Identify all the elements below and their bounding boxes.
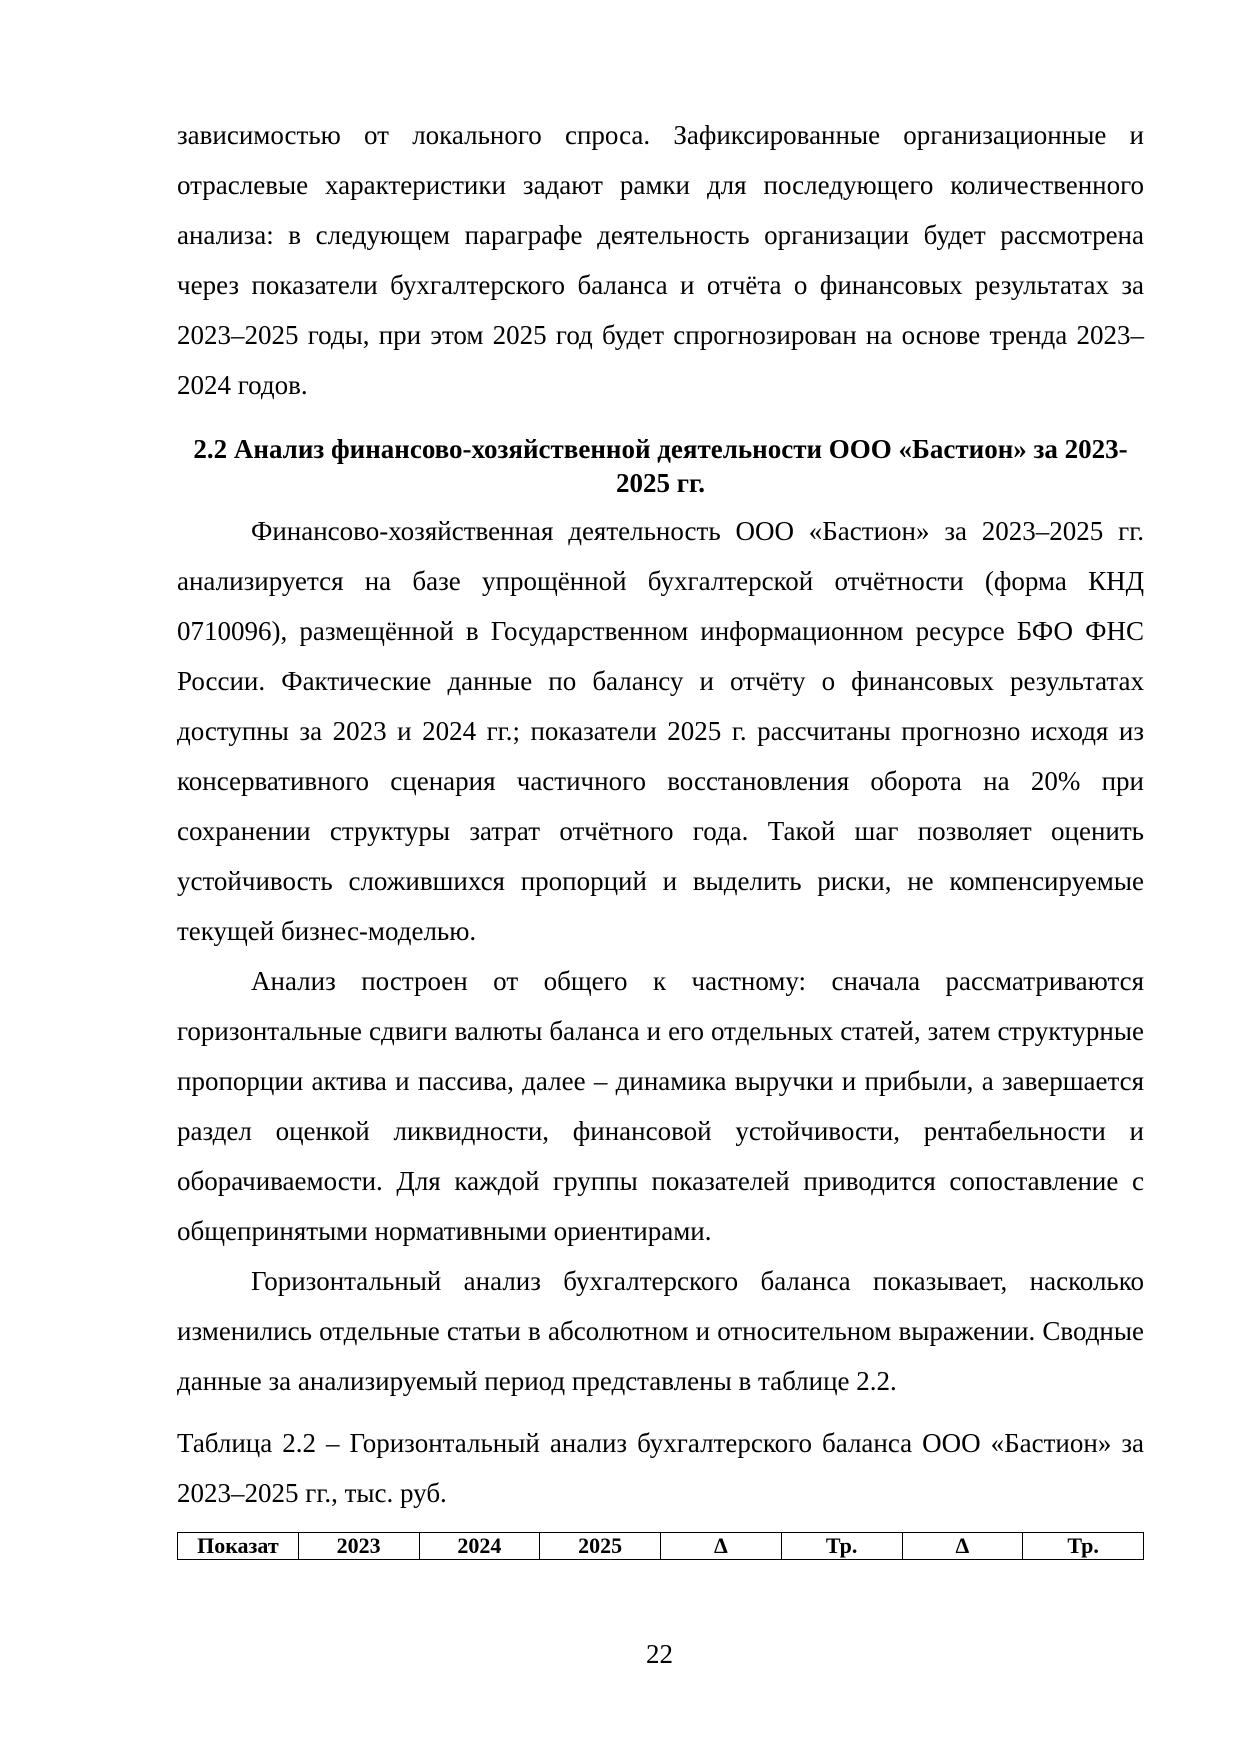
table-header-cell: Тр. (781, 1533, 902, 1560)
table-header-cell: 2023 (298, 1533, 419, 1560)
table-header-cell: Показат (178, 1533, 299, 1560)
page-number: 22 (646, 1639, 673, 1669)
table-header-row (178, 1533, 1144, 1560)
balance-table (177, 1532, 1144, 1560)
paragraph-2: Анализ построен от общего к частному: сначала рассматриваются горизонтальные сдвиги валюты баланса и его отдельных статей, затем структурные пропорции актива и пассива, далее – динамика выручки и прибыли, а завершается раздел оценкой ликвидности, финансовой устойчивости, рентабельности и оборачиваемости. Для каждой группы показателей приводится сопоставление с общепринятыми нормативными ориентирами. (177, 966, 1144, 1246)
table-header-cell: 2025 (540, 1533, 661, 1560)
table-header-cell: Δ (661, 1533, 782, 1560)
paragraph-intro: зависимостью от локального спроса. Зафиксированные организационные и отраслевые характеристики задают рамки для последующего количественного анализа: в следующем параграфе деятельность организации будет рассмотрена через показатели бухгалтерского баланса и отчёта о финансовых результатах за 2023–2025 годы, при этом 2025 год будет спрогнозирован на основе тренда 2023–2024 годов. (177, 120, 1144, 400)
paragraph-3: Горизонтальный анализ бухгалтерского баланса показывает, насколько изменились отдельные статьи в абсолютном и относительном выражении. Сводные данные за анализируемый период представлены в таблице 2.2. (177, 1266, 1144, 1396)
table-header-cell: 2024 (419, 1533, 540, 1560)
table-header-cell: Тр. (1023, 1533, 1144, 1560)
paragraph-1: Финансово-хозяйственная деятельность ООО «Бастион» за 2023–2025 гг. анализируется на базе упрощённой бухгалтерской отчётности (форма КНД 0710096), размещённой в Государственном информационном ресурсе БФО ФНС России. Фактические данные по балансу и отчёту о финансовых результатах доступны за 2023 и 2024 гг.; показатели 2025 г. рассчитаны прогнозно исходя из консервативного сценария частичного восстановления оборота на 20% при сохранении структуры затрат отчётного года. Такой шаг позволяет оценить устойчивость сложившихся пропорций и выделить риски, не компенсируемые текущей бизнес-моделью. (177, 516, 1144, 946)
section-heading: 2.2 Анализ финансово-хозяйственной деятельности ООО «Бастион» за 2023-2025 гг. (193, 434, 1128, 498)
document-page (177, 110, 1144, 1560)
table-header-cell: Δ (902, 1533, 1023, 1560)
table-caption: Таблица 2.2 – Горизонтальный анализ бухгалтерского баланса ООО «Бастион» за 2023–2025 гг., тыс. руб. (177, 1428, 1144, 1508)
